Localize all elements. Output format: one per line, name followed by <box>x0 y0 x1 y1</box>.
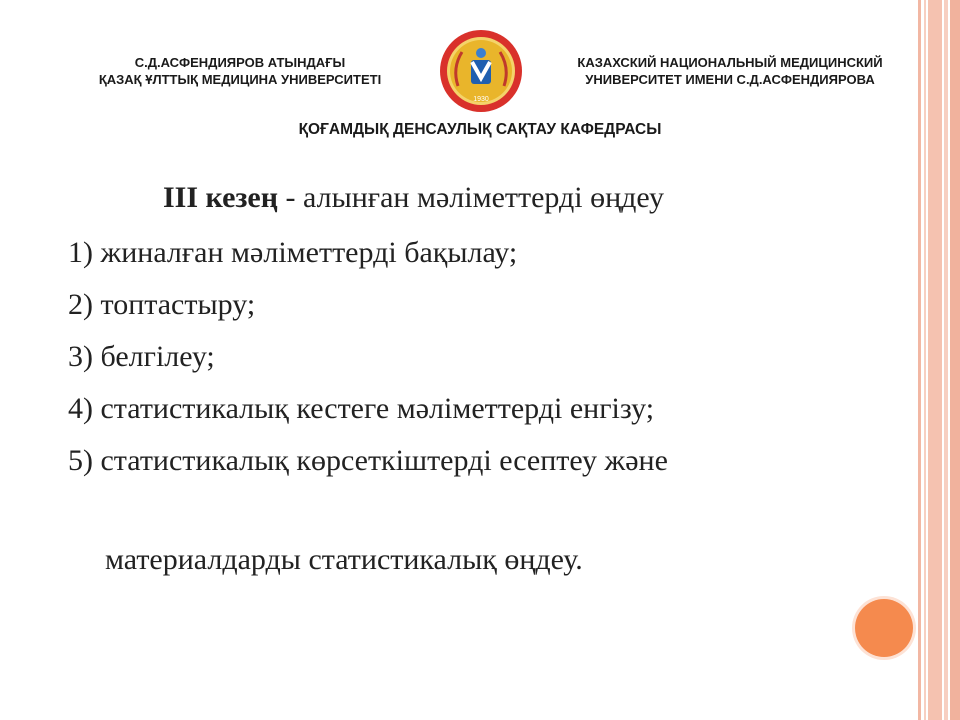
university-logo <box>438 28 524 114</box>
decorative-side-stripes <box>918 0 960 720</box>
slide-title <box>163 181 664 215</box>
title-stage: III кезең <box>163 181 279 214</box>
list-item-continuation: материалдарды статистикалық өңдеу. <box>105 543 583 576</box>
department-title: ҚОҒАМДЫҚ ДЕНСАУЛЫҚ САҚТАУ КАФЕДРАСЫ <box>298 121 662 138</box>
list-item: 1) жиналған мәліметтерді бақылау; <box>68 236 518 269</box>
title-description: - алынған мәліметтерді өңдеу <box>278 181 665 214</box>
header-left-line1: С.Д.АСФЕНДИЯРОВ АТЫНДАҒЫ <box>134 55 346 70</box>
university-name-kazakh <box>60 54 420 88</box>
list-item: 5) статистикалық көрсеткіштерді есептеу және <box>68 444 668 477</box>
header-right-line2: УНИВЕРСИТЕТ ИМЕНИ С.Д.АСФЕНДИЯРОВА <box>585 72 875 87</box>
header-right-line1: КАЗАХСКИЙ НАЦИОНАЛЬНЫЙ МЕДИЦИНСКИЙ <box>577 55 883 70</box>
decorative-orange-circle <box>855 599 913 657</box>
list-item: 2) топтастыру; <box>68 288 256 321</box>
university-name-russian <box>530 54 930 88</box>
list-item: 4) статистикалық кестеге мәліметтерді енгізу; <box>68 392 655 425</box>
header-left-line2: ҚАЗАҚ ҰЛТТЫҚ МЕДИЦИНА УНИВЕРСИТЕТІ <box>98 72 382 87</box>
logo-year: 1930 <box>473 96 489 103</box>
list-item: 3) белгілеу; <box>68 340 215 373</box>
